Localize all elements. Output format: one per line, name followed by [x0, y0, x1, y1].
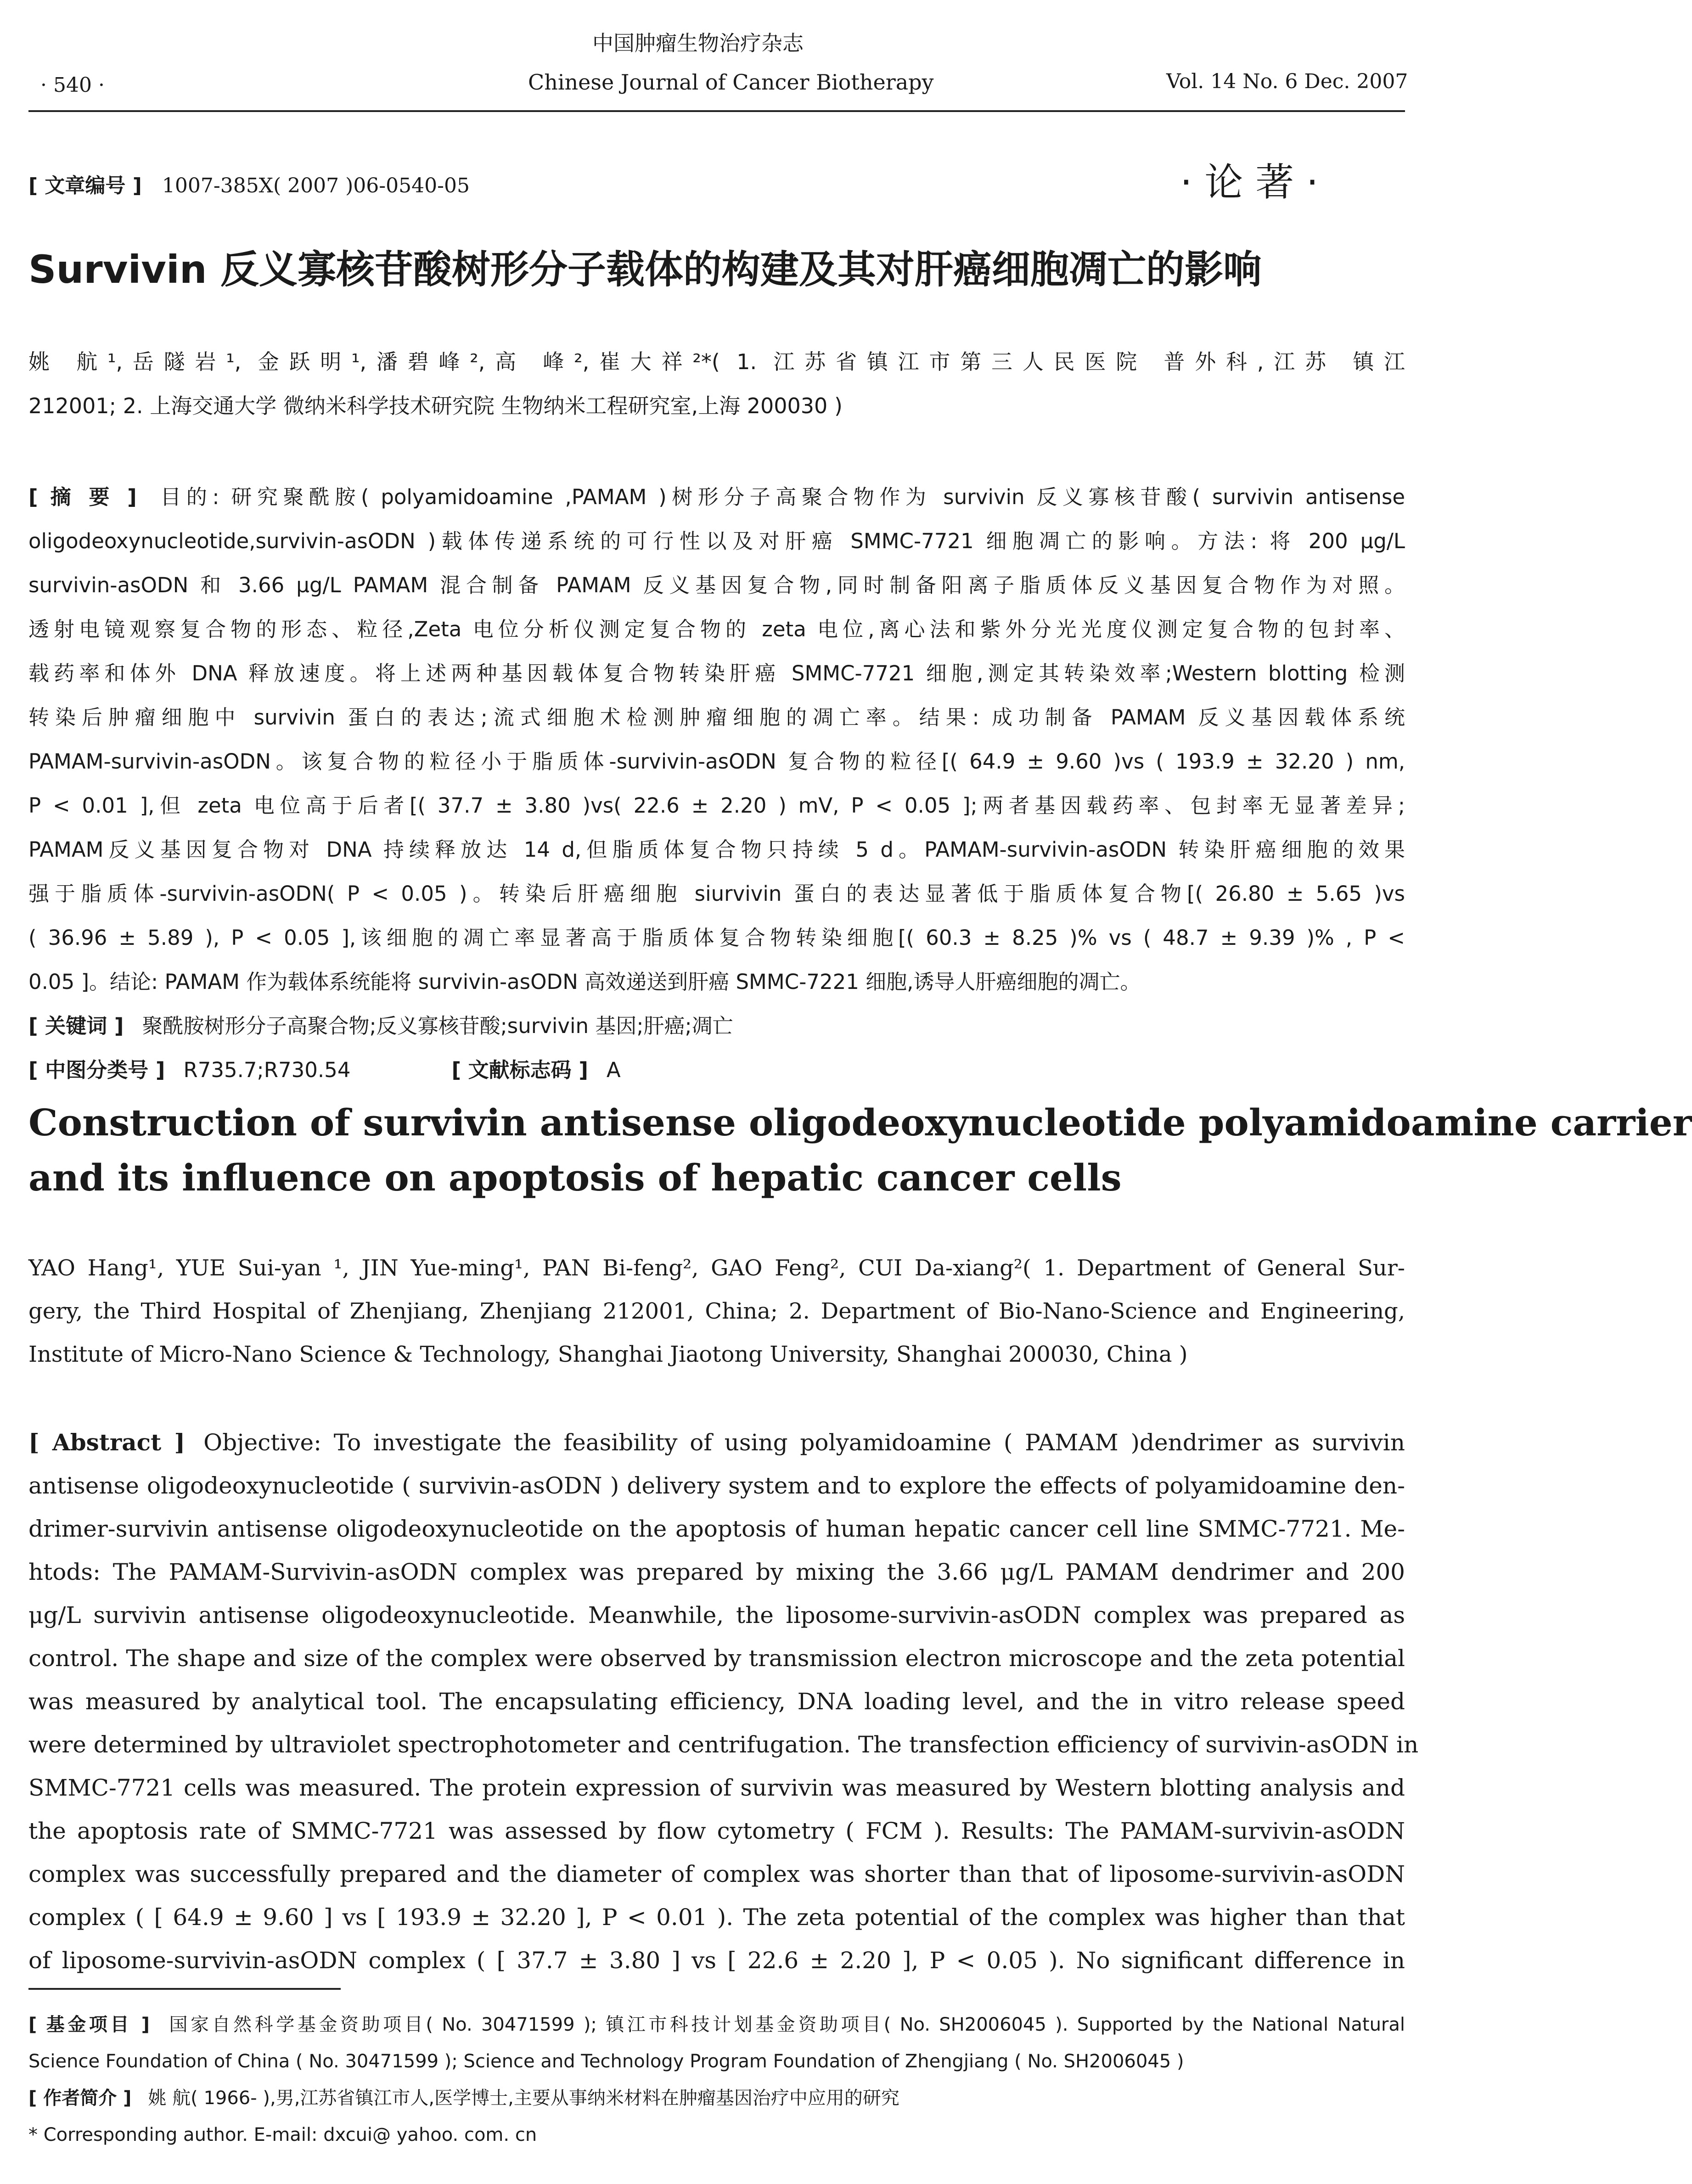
abstract-en-line: were determined by ultraviolet spectrophotometer and centrifugation. The transfection efficiency of survivin-asODN in — [28, 1731, 1419, 1758]
authors-en — [28, 1246, 1405, 1376]
volume-info: Vol. 14 No. 6 Dec. 2007 — [1166, 70, 1408, 93]
abstract-cn-line: P < 0.01 ],但 zeta 电位高于后者[( 37.7 ± 3.80 )vs( 22.6 ± 2.20 ) mV, P < 0.05 ];两者基因载药率、包封率无显著差异; — [28, 793, 1405, 818]
page-number: · 540 · — [40, 73, 105, 97]
classification — [28, 1048, 1405, 1092]
fund-line: [ 基金项目 ] 国家自然科学基金资助项目( No. 30471599 ); 镇江市科技计划基金资助项目( No. SH2006045 ). Supported by the National Natural — [28, 2014, 1405, 2035]
abstract-en-line: complex ( [ 64.9 ± 9.60 ] vs [ 193.9 ± 32.20 ], P < 0.01 ). The zeta potential of the complex was higher than that — [28, 1904, 1405, 1931]
abstract-cn-label: [ 摘 要 ] — [28, 485, 137, 509]
abstract-cn-line: 转染后肿瘤细胞中 survivin 蛋白的表达;流式细胞术检测肿瘤细胞的凋亡率。结果: 成功制备 PAMAM 反义基因载体系统 — [28, 705, 1405, 730]
keywords-label: [ 关键词 ] — [28, 1014, 124, 1038]
article-number-label: [ 文章编号 ] — [28, 174, 142, 197]
abstract-en-line: SMMC-7721 cells was measured. The protein expression of survivin was measured by Western blotting analysis and — [28, 1774, 1405, 1801]
authors-en-line: YAO Hang¹, YUE Sui-yan ¹, JIN Yue-ming¹, PAN Bi-feng², GAO Feng², CUI Da-xiang²( 1. Department of General Sur- — [28, 1255, 1405, 1281]
abstract-en-line: was measured by analytical tool. The encapsulating efficiency, DNA loading level, and the in vitro release speed — [28, 1688, 1405, 1715]
abstract-en-line: [ Abstract ] Objective: To investigate the feasibility of using polyamidoamine ( PAMAM )dendrimer as survivin — [28, 1429, 1405, 1456]
author-info-label: [ 作者简介 ] — [28, 2088, 132, 2109]
abstract-en-label: [ Abstract ] — [28, 1429, 186, 1456]
article-number-value: 1007-385X( 2007 )06-0540-05 — [162, 174, 470, 197]
journal-name-cn: 中国肿瘤生物治疗杂志 — [592, 31, 804, 56]
journal-name-en: Chinese Journal of Cancer Biotherapy — [528, 70, 934, 95]
author-info: [ 作者简介 ] 姚 航( 1966- ),男,江苏省镇江市人,医学博士,主要从事纳米材料在肿瘤基因治疗中应用的研究 — [28, 2088, 899, 2109]
abstract-cn — [28, 475, 1405, 1092]
abstract-cn-line: survivin-asODN 和 3.66 μg/L PAMAM 混合制备 PAMAM 反义基因复合物,同时制备阳离子脂质体反义基因复合物作为对照。 — [28, 573, 1405, 597]
header-rule — [28, 110, 1405, 112]
authors-cn-line: 姚 航¹,岳隧岩¹, 金跃明¹,潘碧峰²,高 峰²,崔大祥²*( 1. 江苏省镇江市第三人民医院 普外科,江苏 镇江 — [28, 349, 1405, 374]
fund-label: [ 基金项目 ] — [28, 2014, 150, 2035]
authors-en-line: Institute of Micro-Nano Science & Technology, Shanghai Jiaotong University, Shanghai 200030, China ) — [28, 1342, 1188, 1367]
section-tag: · 论 著 · — [1180, 160, 1319, 205]
authors-cn-line: 212001; 2. 上海交通大学 微纳米科学技术研究院 生物纳米工程研究室,上海 200030 ) — [28, 393, 843, 418]
abstract-en-line: the apoptosis rate of SMMC-7721 was assessed by flow cytometry ( FCM ). Results: The PAMAM-survivin-asODN — [28, 1818, 1405, 1844]
footnote-rule — [28, 1988, 341, 1990]
clc-label: [ 中图分类号 ] — [28, 1058, 165, 1082]
abstract-cn-line: PAMAM-survivin-asODN。该复合物的粒径小于脂质体-survivin-asODN 复合物的粒径[( 64.9 ± 9.60 )vs ( 193.9 ± 32.20 ) nm, — [28, 749, 1405, 774]
abstract-en-line: of liposome-survivin-asODN complex ( [ 37.7 ± 3.80 ] vs [ 22.6 ± 2.20 ], P < 0.05 ). No significant difference in — [28, 1947, 1405, 1974]
doc-code-label: [ 文献标志码 ] — [451, 1058, 588, 1082]
abstract-cn-line: 强于脂质体-survivin-asODN( P < 0.05 )。转染后肝癌细胞 siurvivin 蛋白的表达显著低于脂质体复合物[( 26.80 ± 5.65 )vs — [28, 881, 1405, 906]
title-en-line: Construction of survivin antisense oligodeoxynucleotide polyamidoamine carrier — [28, 1101, 1692, 1144]
abstract-cn-line: [ 摘 要 ] 目的: 研究聚酰胺( polyamidoamine ,PAMAM )树形分子高聚合物作为 survivin 反义寡核苷酸( survivin antisense — [28, 485, 1405, 509]
title-cn: Survivin 反义寡核苷酸树形分子载体的构建及其对肝癌细胞凋亡的影响 — [28, 247, 1262, 292]
doc-code-value: A — [606, 1058, 621, 1082]
article-number — [28, 169, 470, 198]
authors-en-line: gery, the Third Hospital of Zhenjiang, Zhenjiang 212001, China; 2. Department of Bio-Nano-Science and Engineering, — [28, 1298, 1405, 1324]
abstract-en-line: μg/L survivin antisense oligodeoxynucleotide. Meanwhile, the liposome-survivin-asODN complex was prepared as — [28, 1602, 1405, 1628]
footnotes — [28, 2006, 1405, 2153]
abstract-cn-line: 载药率和体外 DNA 释放速度。将上述两种基因载体复合物转染肝癌 SMMC-7721 细胞,测定其转染效率;Western blotting 检测 — [28, 661, 1405, 685]
abstract-cn-line: ( 36.96 ± 5.89 ), P < 0.05 ],该细胞的凋亡率显著高于脂质体复合物转染细胞[( 60.3 ± 8.25 )% vs ( 48.7 ± 9.39 )% , P < — [28, 926, 1405, 950]
abstract-cn-line: oligodeoxynucleotide,survivin-asODN )载体传递系统的可行性以及对肝癌 SMMC-7721 细胞凋亡的影响。方法: 将 200 μg/L — [28, 529, 1405, 553]
title-en-line: and its influence on apoptosis of hepatic cancer cells — [28, 1156, 1122, 1199]
keywords-value: 聚酰胺树形分子高聚合物;反义寡核苷酸;survivin 基因;肝癌;凋亡 — [142, 1014, 733, 1038]
corresponding-author: * Corresponding author. E-mail: dxcui@ yahoo. com. cn — [28, 2124, 537, 2145]
abstract-en-line: htods: The PAMAM-Survivin-asODN complex was prepared by mixing the 3.66 μg/L PAMAM dendrimer and 200 — [28, 1559, 1405, 1585]
abstract-en-line: control. The shape and size of the complex were observed by transmission electron microscope and the zeta potential — [28, 1645, 1405, 1672]
title-en — [28, 1095, 1692, 1205]
clc-value: R735.7;R730.54 — [183, 1058, 351, 1082]
abstract-en-line: complex was successfully prepared and the diameter of complex was shorter than that of liposome-survivin-asODN — [28, 1861, 1405, 1887]
abstract-en-line: antisense oligodeoxynucleotide ( survivin-asODN ) delivery system and to explore the effects of polyamidoamine den- — [28, 1472, 1405, 1499]
authors-cn — [28, 340, 1405, 428]
abstract-cn-line: 透射电镜观察复合物的形态、粒径,Zeta 电位分析仪测定复合物的 zeta 电位,离心法和紫外分光光度仪测定复合物的包封率、 — [28, 617, 1405, 641]
abstract-en — [28, 1421, 1419, 1982]
fund-line: Science Foundation of China ( No. 30471599 ); Science and Technology Program Foundation of Zhengjiang ( No. SH2006045 ) — [28, 2051, 1184, 2072]
keywords — [28, 1004, 1405, 1048]
abstract-cn-line: 0.05 ]。结论: PAMAM 作为载体系统能将 survivin-asODN 高效递送到肝癌 SMMC-7221 细胞,诱导人肝癌细胞的凋亡。 — [28, 970, 1141, 994]
abstract-cn-line: PAMAM反义基因复合物对 DNA 持续释放达 14 d,但脂质体复合物只持续 5 d。PAMAM-survivin-asODN 转染肝癌细胞的效果 — [28, 837, 1405, 862]
abstract-en-line: drimer-survivin antisense oligodeoxynucleotide on the apoptosis of human hepatic cancer cell line SMMC-7721. Me- — [28, 1516, 1405, 1542]
